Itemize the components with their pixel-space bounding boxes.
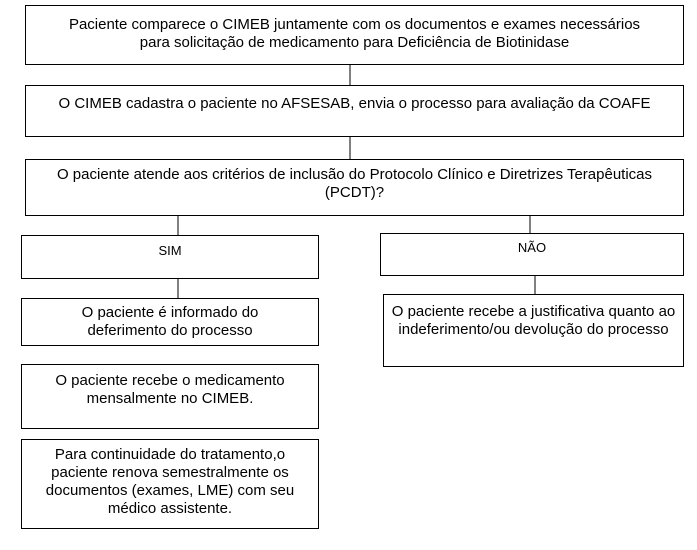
yes-box [21,235,319,279]
yes-step1-box [21,298,319,346]
yes-step2-text: O paciente recebe o medicamento mensalmente no CIMEB. [55,372,285,407]
step2-box [25,85,684,137]
no-box [380,233,684,276]
step1-text: Paciente comparece o CIMEB juntamente com os documentos e exames necessários para solicitação de medicamento para Deficiência de Biotinidase [68,16,641,51]
no-label: NÃO [517,240,547,255]
yes-step3-box [21,439,319,529]
no-step1-box [383,294,684,367]
yes-step1-text: O paciente é informado do deferimento do processo [81,304,259,339]
decision-box [25,159,684,216]
decision-text: O paciente atende aos critérios de inclusão do Protocolo Clínico e Diretrizes Terapêuticas (PCDT)? [56,166,653,201]
step2-text: O CIMEB cadastra o paciente no AFSESAB, envia o processo para avaliação da COAFE [58,95,651,112]
no-step1-text: O paciente recebe a justificativa quanto ao indeferimento/ou devolução do processo [391,303,676,338]
yes-label: SIM [158,243,182,258]
yes-step3-text: Para continuidade do tratamento,o paciente renova semestralmente os documentos (exames, LME) com seu médico assistente. [45,446,295,517]
step1-box [25,5,684,65]
yes-step2-box [21,364,319,429]
